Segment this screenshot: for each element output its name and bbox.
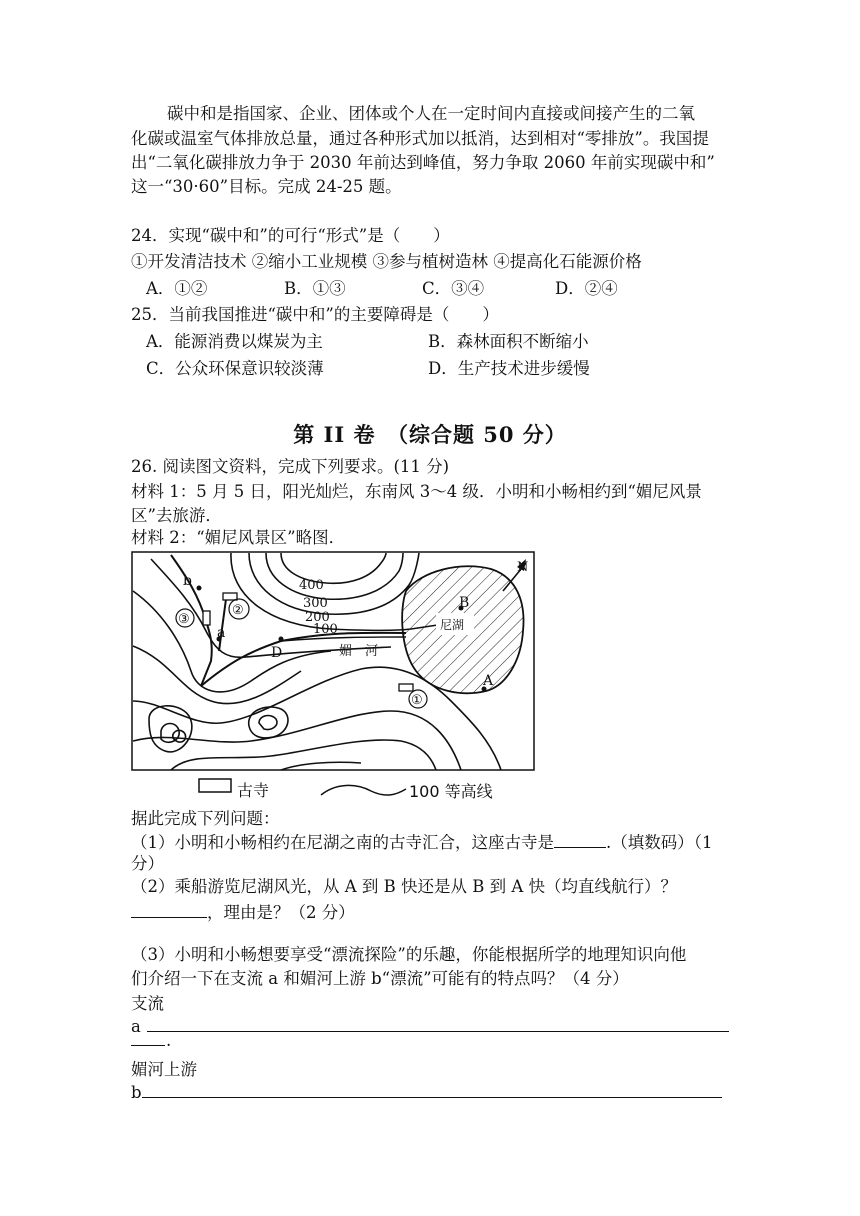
q24-option-a: A．①②	[146, 279, 208, 298]
tributary-a-end-dot: .	[166, 1031, 172, 1050]
q25-option-d: D．生产技术进步缓慢	[428, 359, 590, 378]
tributary-a-answer-line[interactable]	[147, 1031, 729, 1032]
north-label: N	[517, 560, 529, 575]
q26-material1-line2: 区”去旅游．	[131, 506, 222, 525]
map-legend	[199, 779, 493, 801]
part1-text-end: .（填数码）（1	[606, 833, 713, 852]
tributary-a-label: a	[131, 1017, 141, 1036]
point-d-marker	[279, 637, 284, 642]
intro-line-4: 这一“30·60”目标。完成 24-25 题。	[131, 177, 402, 196]
temple-3-symbol	[203, 611, 210, 625]
q26-part2-answer	[131, 901, 355, 924]
q26-material1-line1: 材料 1：5 月 5 日，阳光灿烂，东南风 3～4 级．小明和小畅相约到“媚尼风景	[131, 482, 702, 501]
part2-reason-text: ，理由是？（2 分）	[207, 903, 355, 922]
q25-option-a: A．能源消费以煤炭为主	[146, 332, 323, 351]
river-label: 媚 河	[339, 644, 379, 659]
q26-stem: 26. 阅读图文资料，完成下列要求。(11 分)	[131, 457, 450, 476]
scenic-area-map	[131, 551, 536, 805]
temple-1-symbol	[399, 684, 413, 691]
q25-option-b: B．森林面积不断缩小	[428, 332, 589, 351]
label-B: B	[459, 595, 470, 611]
contour-label-200: 200	[305, 610, 330, 625]
legend-temple-label: 古寺	[237, 781, 270, 800]
q26-part3-line2: 们介绍一下在支流 a 和媚河上游 b“漂流”可能有的特点吗？（4 分）	[131, 969, 629, 988]
upstream-title: 媚河上游	[131, 1060, 197, 1079]
q26-part1	[131, 831, 713, 854]
label-D: D	[271, 645, 283, 661]
q26-part2: （2）乘船游览尼湖风光，从 A 到 B 快还是从 B 到 A 快（均直线航行）？	[131, 877, 678, 896]
contour-label-400: 400	[299, 578, 324, 593]
part2-answer-blank[interactable]	[131, 901, 207, 918]
q24-option-d: D．②④	[555, 279, 618, 298]
legend-temple-symbol	[199, 779, 231, 792]
q24-option-c: C．③④	[422, 279, 485, 298]
label-A: A	[483, 673, 494, 689]
q26-material2: 材料 2：“媚尼风景区”略图．	[131, 528, 346, 547]
point-b-marker	[197, 586, 202, 591]
label-b: b	[183, 573, 192, 589]
upstream-b-label: b	[131, 1083, 142, 1102]
q26-prompt: 据此完成下列问题：	[131, 809, 280, 828]
upstream-b-answer-line[interactable]	[142, 1097, 722, 1098]
q26-part1-cont: 分）	[131, 854, 164, 873]
label-a: a	[217, 625, 226, 641]
mei-river	[201, 633, 406, 686]
intro-line-1: 碳中和是指国家、企业、团体或个人在一定时间内直接或间接产生的二氧	[167, 104, 695, 123]
q25-stem: 25．当前我国推进“碳中和”的主要障碍是（ ）	[131, 305, 499, 324]
temple-2-symbol	[223, 593, 237, 600]
tributary-title: 支流	[131, 994, 164, 1013]
temple-2-label: ②	[232, 603, 244, 618]
tributary-a-answer-line-2[interactable]	[131, 1045, 165, 1046]
intro-line-3: 出“二氧化碳排放力争于 2030 年前达到峰值，努力争取 2060 年前实现碳中和”	[131, 153, 715, 172]
q24-items: ①开发清洁技术 ②缩小工业规模 ③参与植树造林 ④提高化石能源价格	[131, 252, 642, 271]
section-title: 第 II 卷 （综合题 50 分）	[293, 422, 567, 447]
q24-stem: 24．实现“碳中和”的可行“形式”是（ ）	[131, 226, 450, 245]
intro-line-2: 化碳或温室气体排放总量，通过各种形式加以抵消，达到相对“零排放”。我国提	[131, 129, 709, 148]
q24-option-b: B．①③	[284, 279, 346, 298]
contour-label-300: 300	[303, 596, 328, 611]
lake-label: 尼湖	[440, 618, 465, 632]
part1-text: （1）小明和小畅相约在尼湖之南的古寺汇合，这座古寺是	[131, 833, 554, 852]
legend-contour-symbol	[321, 785, 406, 795]
legend-contour-label: 100 等高线	[409, 782, 493, 801]
part1-answer-blank[interactable]	[554, 831, 606, 848]
q25-option-c: C．公众环保意识较淡薄	[146, 359, 324, 378]
temple-3-label: ③	[178, 612, 190, 627]
q26-part3-line1: （3）小明和小畅想要享受“漂流探险”的乐趣，你能根据所学的地理知识向他	[131, 945, 687, 964]
contour-label-100: 100	[313, 622, 338, 637]
temple-1-label: ①	[411, 693, 423, 708]
